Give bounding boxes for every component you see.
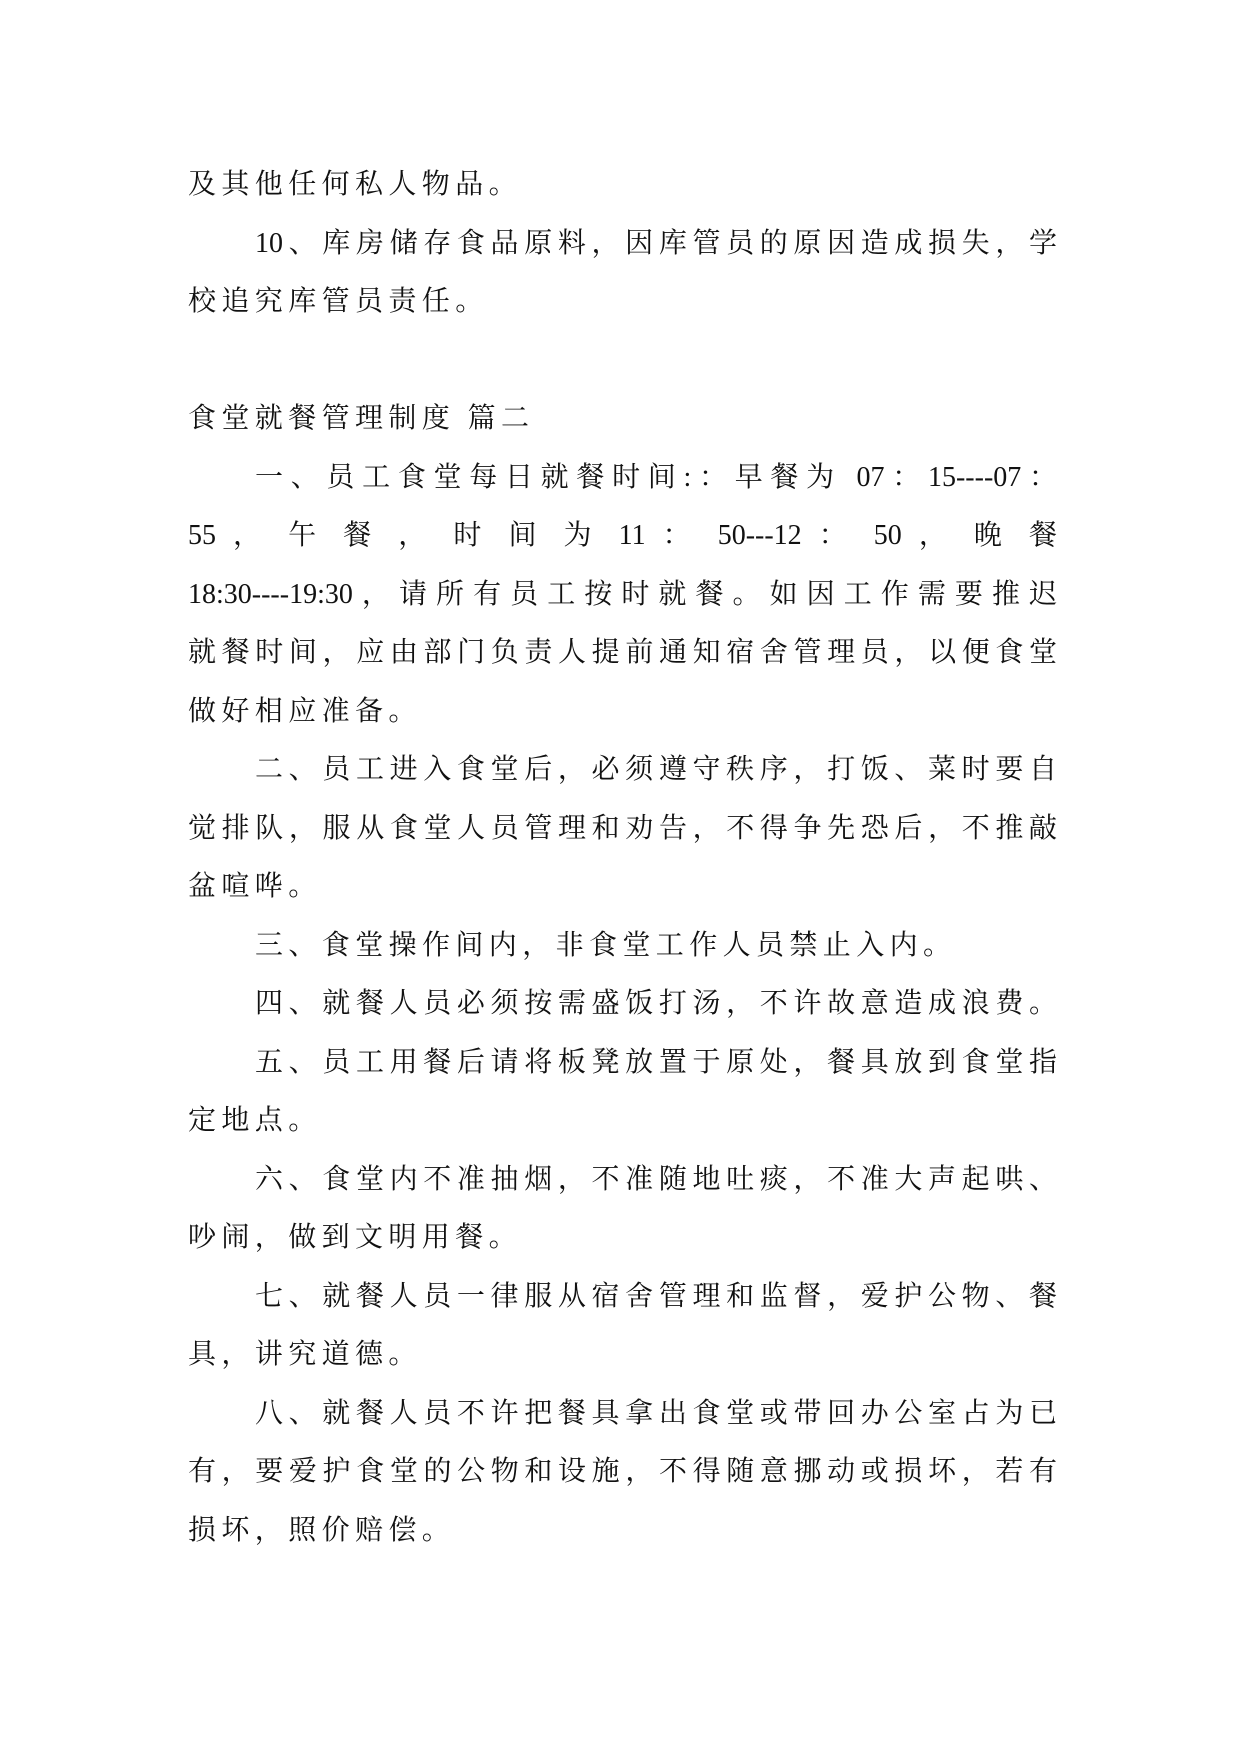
text-line: 具，讲究道德。	[188, 1339, 422, 1370]
text-line: 五、员工用餐后请将板凳放置于原处，餐具放到食堂指	[255, 1046, 1057, 1078]
text-line: 三、食堂操作间内，非食堂工作人员禁止入内。	[255, 929, 957, 961]
text-line: 盆喧哗。	[188, 871, 322, 902]
text-line: 55 ， 午 餐 ， 时 间 为 11 ： 50---12 ： 50 ， 晚 餐	[188, 520, 1057, 551]
text-line: 就餐时间，应由部门负责人提前通知宿舍管理员，以便食堂	[188, 637, 1057, 668]
text-line: 18:30----19:30，请所有员工按时就餐。如因工作需要推迟	[188, 578, 1057, 610]
text-line: 10、库房储存食品原料，因库管员的原因造成损失，学	[255, 227, 1057, 259]
text-line: 校追究库管员责任。	[188, 286, 489, 317]
text-line: 七、就餐人员一律服从宿舍管理和监督，爱护公物、餐	[255, 1280, 1057, 1312]
text-line: 八、就餐人员不许把餐具拿出食堂或带回办公室占为已	[255, 1397, 1057, 1429]
text-line: 二、员工进入食堂后，必须遵守秩序，打饭、菜时要自	[255, 754, 1057, 785]
text-line: 定地点。	[188, 1105, 322, 1136]
text-line: 吵闹，做到文明用餐。	[188, 1222, 523, 1253]
text-line: 有，要爱护食堂的公物和设施，不得随意挪动或损坏，若有	[188, 1456, 1057, 1487]
document-text	[188, 156, 1057, 1560]
text-line: 觉排队，服从食堂人员管理和劝告，不得争先恐后，不推敲	[188, 812, 1057, 844]
text-line: 一、员工食堂每日就餐时间:：早餐为 07：15----07：	[255, 461, 1057, 493]
text-line: 及其他任何私人物品。	[188, 169, 523, 200]
section-title: 食堂就餐管理制度 篇二	[188, 403, 535, 434]
text-line: 损坏，照价赔偿。	[188, 1514, 456, 1546]
text-line: 六、食堂内不准抽烟，不准随地吐痰，不准大声起哄、	[255, 1163, 1057, 1195]
text-line: 四、就餐人员必须按需盛饭打汤，不许故意造成浪费。	[255, 988, 1057, 1019]
paragraph-spacer	[188, 332, 1057, 391]
text-line: 做好相应准备。	[188, 695, 422, 727]
